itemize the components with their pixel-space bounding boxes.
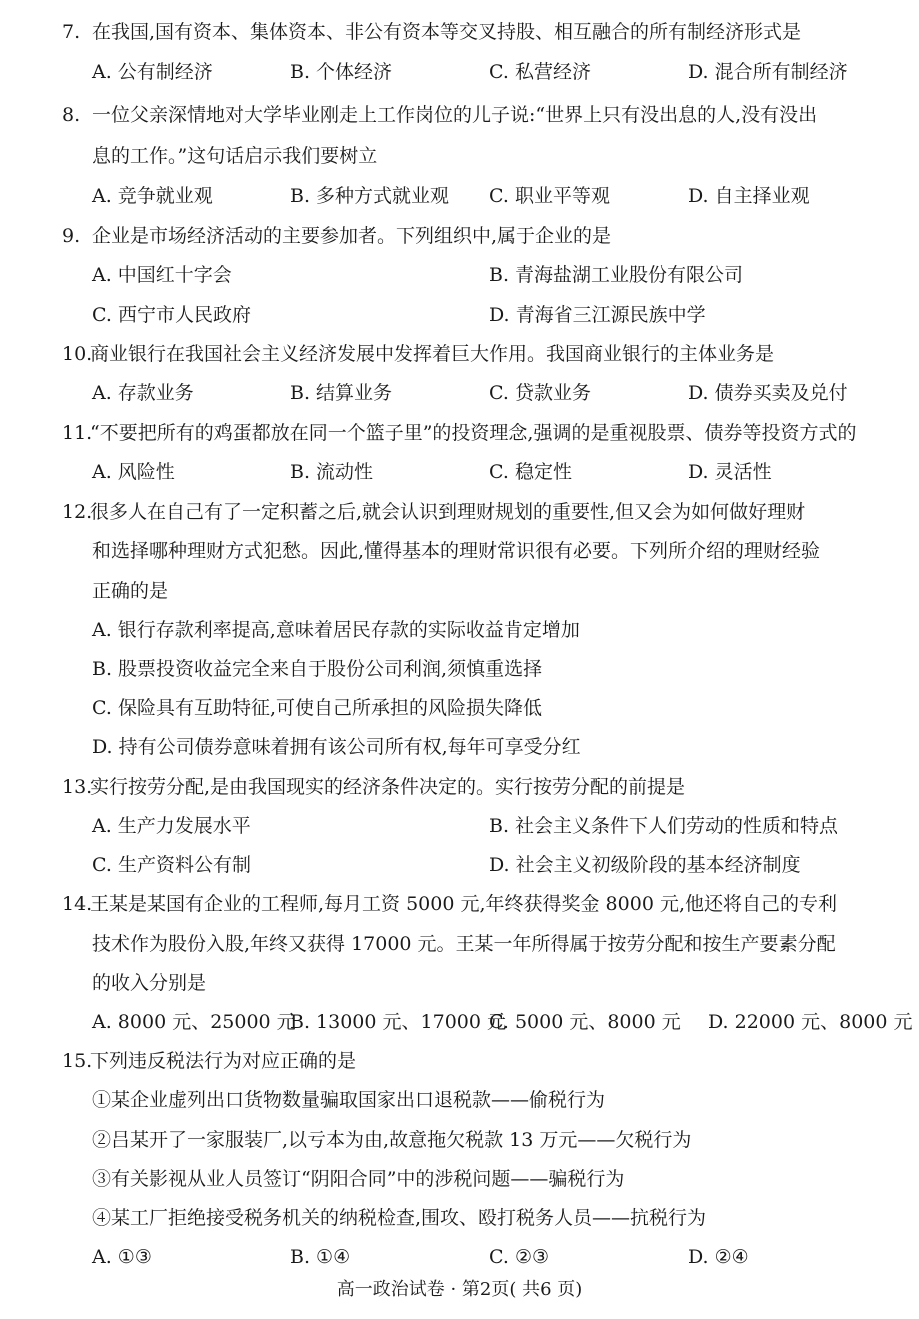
option-d: D. 22000 元、8000 元 — [708, 1011, 913, 1033]
option-b: B. 13000 元、17000 元 — [290, 1011, 507, 1033]
option-c: C. 稳定性 — [489, 461, 572, 483]
option-d: D. 混合所有制经济 — [688, 61, 848, 83]
question-stem-continued: 技术作为股份入股,年终又获得 17000 元。王某一年所得属于按劳分配和按生产要素分配 — [92, 933, 836, 955]
statement-item: ③有关影视从业人员签订“阴阳合同”中的涉税问题——骗税行为 — [92, 1168, 625, 1190]
option-c: C. 保险具有互助特征,可使自己所承担的风险损失降低 — [92, 697, 542, 719]
question-14-options — [0, 1002, 919, 1042]
question-11 — [0, 413, 919, 453]
question-14-stem-cont2 — [0, 963, 919, 1003]
question-12-stem-cont — [0, 531, 919, 571]
option-d: D. 自主择业观 — [688, 185, 810, 207]
question-15-item-2 — [0, 1120, 919, 1160]
question-12-option-b — [0, 649, 919, 689]
question-stem-continued: 息的工作。”这句话启示我们要树立 — [92, 145, 378, 167]
question-stem: 下列违反税法行为对应正确的是 — [90, 1050, 357, 1072]
question-10 — [0, 334, 919, 374]
question-9-options-row2 — [0, 295, 919, 335]
question-12-option-d — [0, 727, 919, 767]
option-a: A. 公有制经济 — [92, 61, 213, 83]
question-number: 11. — [62, 422, 93, 444]
question-number: 13. — [62, 776, 93, 798]
option-b: B. 多种方式就业观 — [290, 185, 450, 207]
question-8-options — [0, 176, 919, 216]
question-number: 9. — [62, 225, 81, 247]
question-number: 14. — [62, 893, 93, 915]
option-c: C. 5000 元、8000 元 — [489, 1011, 681, 1033]
question-stem: 很多人在自己有了一定积蓄之后,就会认识到理财规划的重要性,但又会为如何做好理财 — [90, 501, 806, 523]
option-d: D. ②④ — [688, 1246, 749, 1268]
option-a: A. 中国红十字会 — [92, 264, 232, 286]
question-number: 10. — [62, 343, 93, 365]
statement-item: ④某工厂拒绝接受税务机关的纳税检查,围攻、殴打税务人员——抗税行为 — [92, 1207, 707, 1229]
option-a: A. ①③ — [92, 1246, 152, 1268]
question-8-stem-cont — [0, 136, 919, 176]
option-c: C. 生产资料公有制 — [92, 854, 251, 876]
option-b: B. 个体经济 — [290, 61, 393, 83]
question-13-options-row2 — [0, 845, 919, 885]
question-7-options — [0, 52, 919, 92]
question-13-options-row1 — [0, 806, 919, 846]
question-9 — [0, 216, 919, 256]
option-c: C. 职业平等观 — [489, 185, 610, 207]
question-stem: 在我国,国有资本、集体资本、非公有资本等交叉持股、相互融合的所有制经济形式是 — [92, 21, 802, 43]
option-b: B. 青海盐湖工业股份有限公司 — [489, 264, 744, 286]
option-c: C. ②③ — [489, 1246, 550, 1268]
option-d: D. 社会主义初级阶段的基本经济制度 — [489, 854, 801, 876]
question-stem-continued: 正确的是 — [92, 580, 169, 602]
question-number: 7. — [62, 21, 81, 43]
question-14 — [0, 884, 919, 924]
option-d: D. 持有公司债券意味着拥有该公司所有权,每年可享受分红 — [92, 736, 581, 758]
question-15-item-4 — [0, 1198, 919, 1238]
question-12-option-c — [0, 688, 919, 728]
question-stem: “不要把所有的鸡蛋都放在同一个篮子里”的投资理念,强调的是重视股票、债券等投资方式的 — [90, 422, 857, 444]
question-15-item-1 — [0, 1080, 919, 1120]
question-12-stem-cont2 — [0, 571, 919, 611]
question-15 — [0, 1041, 919, 1081]
option-a: A. 存款业务 — [92, 382, 194, 404]
question-number: 8. — [62, 104, 81, 126]
question-stem: 王某是某国有企业的工程师,每月工资 5000 元,年终获得奖金 8000 元,他还将自己的专利 — [90, 893, 837, 915]
option-b: B. ①④ — [290, 1246, 351, 1268]
question-9-options-row1 — [0, 255, 919, 295]
question-13 — [0, 767, 919, 807]
question-stem: 一位父亲深情地对大学毕业刚走上工作岗位的儿子说:“世界上只有没出息的人,没有没出 — [92, 104, 818, 126]
question-11-options — [0, 452, 919, 492]
statement-item: ①某企业虚列出口货物数量骗取国家出口退税款——偷税行为 — [92, 1089, 606, 1111]
option-b: B. 股票投资收益完全来自于股份公司利润,须慎重选择 — [92, 658, 543, 680]
option-c: C. 西宁市人民政府 — [92, 304, 251, 326]
option-d: D. 灵活性 — [688, 461, 772, 483]
question-stem-continued: 的收入分别是 — [92, 972, 207, 994]
question-12-option-a — [0, 610, 919, 650]
question-stem: 企业是市场经济活动的主要参加者。下列组织中,属于企业的是 — [92, 225, 612, 247]
question-15-options — [0, 1237, 919, 1277]
option-a: A. 生产力发展水平 — [92, 815, 251, 837]
option-b: B. 结算业务 — [290, 382, 393, 404]
option-a: A. 银行存款利率提高,意味着居民存款的实际收益肯定增加 — [92, 619, 580, 641]
question-number: 15. — [62, 1050, 93, 1072]
option-b: B. 流动性 — [290, 461, 374, 483]
question-14-stem-cont — [0, 924, 919, 964]
option-a: A. 8000 元、25000 元 — [92, 1011, 296, 1033]
option-a: A. 竞争就业观 — [92, 185, 213, 207]
question-8 — [0, 95, 919, 135]
question-number: 12. — [62, 501, 93, 523]
page-footer: 高一政治试卷 · 第2页( 共6 页) — [336, 1279, 583, 1300]
question-7 — [0, 12, 919, 52]
option-d: D. 青海省三江源民族中学 — [489, 304, 706, 326]
option-d: D. 债券买卖及兑付 — [688, 382, 848, 404]
option-a: A. 风险性 — [92, 461, 175, 483]
option-c: C. 私营经济 — [489, 61, 591, 83]
question-stem: 实行按劳分配,是由我国现实的经济条件决定的。实行按劳分配的前提是 — [90, 776, 686, 798]
option-b: B. 社会主义条件下人们劳动的性质和特点 — [489, 815, 839, 837]
question-stem-continued: 和选择哪种理财方式犯愁。因此,懂得基本的理财常识很有必要。下列所介绍的理财经验 — [92, 540, 821, 562]
question-stem: 商业银行在我国社会主义经济发展中发挥着巨大作用。我国商业银行的主体业务是 — [90, 343, 775, 365]
question-12 — [0, 492, 919, 532]
question-15-item-3 — [0, 1159, 919, 1199]
option-c: C. 贷款业务 — [489, 382, 591, 404]
statement-item: ②吕某开了一家服装厂,以亏本为由,故意拖欠税款 13 万元——欠税行为 — [92, 1129, 692, 1151]
question-10-options — [0, 373, 919, 413]
